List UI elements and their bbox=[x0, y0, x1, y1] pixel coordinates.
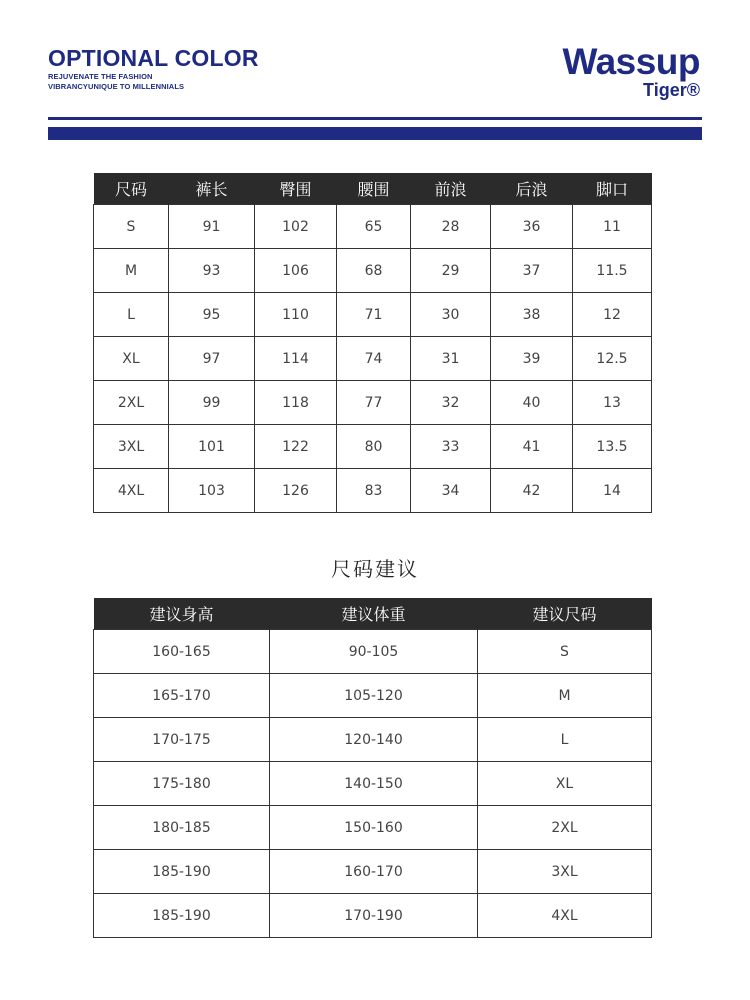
table-cell: 91 bbox=[169, 205, 255, 249]
table-cell: 77 bbox=[337, 381, 411, 425]
table-cell: S bbox=[94, 205, 169, 249]
table-cell: 102 bbox=[255, 205, 337, 249]
column-header: 后浪 bbox=[491, 173, 573, 205]
table-row bbox=[94, 806, 652, 850]
size-recommendation-title: 尺码建议 bbox=[331, 557, 419, 581]
brand-header bbox=[48, 44, 259, 92]
table-cell: 13.5 bbox=[573, 425, 652, 469]
table-cell: 37 bbox=[491, 249, 573, 293]
table-cell: 83 bbox=[337, 469, 411, 513]
table-cell: 30 bbox=[411, 293, 491, 337]
table-cell: 14 bbox=[573, 469, 652, 513]
table-cell: M bbox=[94, 249, 169, 293]
table-cell: 74 bbox=[337, 337, 411, 381]
table-row bbox=[94, 850, 652, 894]
table-row bbox=[94, 205, 652, 249]
recommendation-header-row bbox=[94, 598, 652, 630]
table-cell: 34 bbox=[411, 469, 491, 513]
table-cell: 90-105 bbox=[270, 630, 478, 674]
table-cell: 120-140 bbox=[270, 718, 478, 762]
table-cell: 33 bbox=[411, 425, 491, 469]
table-cell: 99 bbox=[169, 381, 255, 425]
table-cell: 36 bbox=[491, 205, 573, 249]
table-row bbox=[94, 469, 652, 513]
table-cell: 170-175 bbox=[94, 718, 270, 762]
wassup-tiger-logo bbox=[563, 42, 700, 100]
table-cell: 12.5 bbox=[573, 337, 652, 381]
column-header: 脚口 bbox=[573, 173, 652, 205]
column-header: 腰围 bbox=[337, 173, 411, 205]
column-header: 建议体重 bbox=[270, 598, 478, 630]
table-cell: 31 bbox=[411, 337, 491, 381]
table-cell: 2XL bbox=[94, 381, 169, 425]
column-header: 裤长 bbox=[169, 173, 255, 205]
table-cell: 11 bbox=[573, 205, 652, 249]
table-row bbox=[94, 718, 652, 762]
logo-subline: Tiger® bbox=[643, 80, 700, 100]
table-cell: 4XL bbox=[94, 469, 169, 513]
table-cell: L bbox=[94, 293, 169, 337]
table-cell: 105-120 bbox=[270, 674, 478, 718]
table-cell: 2XL bbox=[478, 806, 652, 850]
table-cell: 97 bbox=[169, 337, 255, 381]
table-row bbox=[94, 630, 652, 674]
table-cell: 140-150 bbox=[270, 762, 478, 806]
table-row bbox=[94, 762, 652, 806]
table-cell: XL bbox=[94, 337, 169, 381]
table-cell: 165-170 bbox=[94, 674, 270, 718]
table-cell: 114 bbox=[255, 337, 337, 381]
table-cell: 32 bbox=[411, 381, 491, 425]
table-cell: 106 bbox=[255, 249, 337, 293]
brand-title: OPTIONAL COLOR bbox=[48, 45, 259, 71]
table-row bbox=[94, 674, 652, 718]
table-cell: XL bbox=[478, 762, 652, 806]
table-cell: 160-165 bbox=[94, 630, 270, 674]
table-cell: 11.5 bbox=[573, 249, 652, 293]
logo-wordmark: Wassup bbox=[562, 41, 700, 82]
table-cell: 170-190 bbox=[270, 894, 478, 938]
table-cell: 95 bbox=[169, 293, 255, 337]
table-cell: 3XL bbox=[94, 425, 169, 469]
table-cell: 38 bbox=[491, 293, 573, 337]
table-cell: 185-190 bbox=[94, 894, 270, 938]
table-cell: 28 bbox=[411, 205, 491, 249]
table-cell: 103 bbox=[169, 469, 255, 513]
column-header: 建议身高 bbox=[94, 598, 270, 630]
size-chart-header-row bbox=[94, 173, 652, 205]
header-divider-thick bbox=[48, 127, 702, 140]
brand-subtitle-line2: VIBRANCYUNIQUE TO MILLENNIALS bbox=[48, 82, 185, 91]
table-cell: 41 bbox=[491, 425, 573, 469]
column-header: 前浪 bbox=[411, 173, 491, 205]
size-recommendation-table bbox=[93, 598, 652, 938]
table-cell: 122 bbox=[255, 425, 337, 469]
table-cell: 80 bbox=[337, 425, 411, 469]
table-cell: 118 bbox=[255, 381, 337, 425]
table-cell: 65 bbox=[337, 205, 411, 249]
table-cell: 180-185 bbox=[94, 806, 270, 850]
table-row bbox=[94, 337, 652, 381]
table-cell: M bbox=[478, 674, 652, 718]
table-row bbox=[94, 293, 652, 337]
table-cell: 29 bbox=[411, 249, 491, 293]
table-cell: 13 bbox=[573, 381, 652, 425]
table-row bbox=[94, 381, 652, 425]
table-cell: S bbox=[478, 630, 652, 674]
table-cell: 39 bbox=[491, 337, 573, 381]
column-header: 臀围 bbox=[255, 173, 337, 205]
table-cell: 42 bbox=[491, 469, 573, 513]
table-cell: 3XL bbox=[478, 850, 652, 894]
table-row bbox=[94, 249, 652, 293]
table-cell: 160-170 bbox=[270, 850, 478, 894]
table-cell: 175-180 bbox=[94, 762, 270, 806]
column-header: 建议尺码 bbox=[478, 598, 652, 630]
table-row bbox=[94, 425, 652, 469]
table-cell: 101 bbox=[169, 425, 255, 469]
table-cell: L bbox=[478, 718, 652, 762]
table-cell: 126 bbox=[255, 469, 337, 513]
table-cell: 110 bbox=[255, 293, 337, 337]
brand-subtitle-line1: REJUVENATE THE FASHION bbox=[48, 72, 153, 81]
table-cell: 68 bbox=[337, 249, 411, 293]
column-header: 尺码 bbox=[94, 173, 169, 205]
table-cell: 40 bbox=[491, 381, 573, 425]
table-cell: 93 bbox=[169, 249, 255, 293]
table-cell: 12 bbox=[573, 293, 652, 337]
table-cell: 185-190 bbox=[94, 850, 270, 894]
table-cell: 71 bbox=[337, 293, 411, 337]
table-cell: 150-160 bbox=[270, 806, 478, 850]
size-chart-table bbox=[93, 173, 652, 513]
header-divider-thin bbox=[48, 117, 702, 120]
table-row bbox=[94, 894, 652, 938]
table-cell: 4XL bbox=[478, 894, 652, 938]
